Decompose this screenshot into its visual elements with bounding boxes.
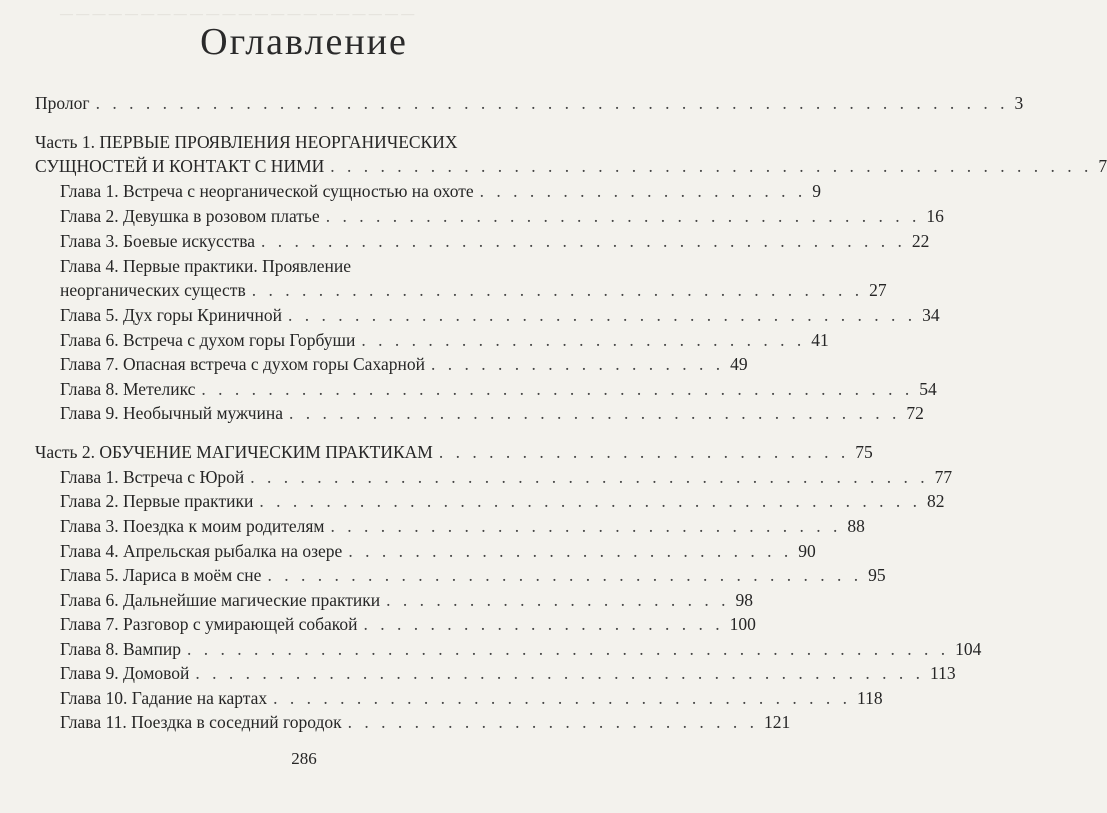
toc-page-number: 95: [868, 565, 886, 585]
toc-entry-p2-ch8: [60, 637, 982, 661]
leader-dots: . . . . . . . . . . . . . . . . . . . . . . . . . . . . . . . . . . . . . . . . . . . . . .: [186, 639, 950, 659]
toc-entry-p2-ch3: [60, 514, 865, 538]
leader-dots: . . . . . . . . . . . . . . . . . . . . . . . . . . . . . . . . . . . . .: [251, 280, 864, 300]
leader-dots: . . . . . . . . . . . . . . . . . . . . . . . . .: [438, 442, 850, 462]
toc-page-number: 90: [798, 541, 816, 561]
leader-dots: . . . . . . . . . . . . . . . . . . . . . . . . .: [347, 712, 759, 732]
leader-dots: . . . . . . . . . . . . . . . . . . . . . . . . . . . . . . . . . . . . . .: [287, 305, 917, 325]
leader-dots: . . . . . . . . . . . . . . . . . . . . . . . . . . . . . . . . . . .: [273, 688, 852, 708]
toc-entry-label: Глава 2. Первые практики: [60, 491, 254, 511]
toc-entry-p1-ch6: [60, 328, 829, 352]
toc-page-number: 27: [869, 280, 887, 300]
toc-entry-label: Пролог: [35, 93, 90, 113]
toc-page-number: 118: [857, 688, 883, 708]
toc-entry-label: Часть 2. ОБУЧЕНИЕ МАГИЧЕСКИМ ПРАКТИКАМ: [35, 442, 433, 462]
toc-page-number: 77: [934, 467, 953, 487]
leader-dots: . . . . . . . . . . . . . . . . . . . . . . . . . . . . . . . . . . . .: [325, 206, 921, 226]
toc-entry-label: Глава 1. Встреча с неорганической сущностью на охоте: [60, 181, 474, 201]
toc-page-number: 72: [906, 403, 924, 423]
toc-page-number: 34: [922, 305, 940, 325]
leader-dots: . . . . . . . . . . . . . . . . . . . . . . . . . . . . . . . . . . . . .: [289, 403, 901, 423]
leader-dots: . . . . . . . . . . . . . . . . . . . . . . . . . . . . . . . . . . . . . . . . . . . . . .: [330, 156, 1093, 176]
bleed-through-text: — — — — — — — — — — — — — — — — — — — — — —: [60, 6, 415, 21]
toc-page-number: 75: [855, 442, 873, 462]
toc-entry-label: Глава 9. Необычный мужчина: [60, 403, 284, 423]
toc-entry-label: Глава 3. Поездка к моим родителям: [60, 516, 325, 536]
toc-entry-p1-ch1: [60, 179, 822, 203]
toc-entry-p2-ch11: [60, 710, 791, 734]
toc-entry-p1-ch8: [60, 377, 937, 401]
toc-entry-p2-ch7: [60, 612, 756, 636]
toc-entry-p1-ch4-line1: Глава 4. Первые практики. Проявление: [60, 256, 351, 276]
leader-dots: . . . . . . . . . . . . . . . . . . . . . . . . . . . . . . . . . . . . . . .: [261, 231, 906, 251]
leader-dots: . . . . . . . . . . . . . . . . . . . . . . . . . . . . . . .: [330, 516, 842, 536]
toc-entry-part1: [35, 154, 1107, 178]
toc-page-number: 49: [730, 354, 748, 374]
toc-page-number: 88: [847, 516, 865, 536]
toc-entry-label: Глава 4. Апрельская рыбалка на озере: [60, 541, 343, 561]
toc-entry-label: неорганических существ: [60, 280, 246, 300]
toc-page-number: 7: [1098, 156, 1107, 176]
toc-entry-p1-ch5: [60, 303, 940, 327]
toc-entry-p2-ch1: [60, 465, 953, 489]
toc-entry-label: СУЩНОСТЕЙ И КОНТАКТ С НИМИ: [35, 156, 325, 176]
leader-dots: . . . . . . . . . . . . . . . . . . . . . . . . . . . . . . . . . . . .: [267, 565, 863, 585]
leader-dots: . . . . . . . . . . . . . . . . . . . . . . . . . . . . . . . . . . . . . . . . . . . . . . . . . . . . . . .: [95, 93, 1009, 113]
page-title: Оглавление: [200, 21, 408, 63]
toc-page-number: 22: [911, 231, 930, 251]
toc-entry-label: Глава 10. Гадание на картах: [60, 688, 268, 708]
toc-entry-part2: [35, 440, 873, 464]
leader-dots: . . . . . . . . . . . . . . . . . . . . . . . . . . . . . . . . . . . . . . . . . . .: [201, 379, 914, 399]
leader-dots: . . . . . . . . . . . . . . . . . .: [430, 354, 725, 374]
leader-dots: . . . . . . . . . . . . . . . . . . . . . . . . . . . . . . . . . . . . . . . .: [259, 491, 921, 511]
toc-entry-p2-ch4: [60, 539, 816, 563]
toc-entry-part1-line1: Часть 1. ПЕРВЫЕ ПРОЯВЛЕНИЯ НЕОРГАНИЧЕСКИХ: [35, 132, 458, 152]
toc-entry-p1-ch2: [60, 204, 944, 228]
toc-entry-label: Глава 7. Разговор с умирающей собакой: [60, 614, 358, 634]
toc-entry-p1-ch3: [60, 229, 930, 253]
leader-dots: . . . . . . . . . . . . . . . . . . . . . . . . . . .: [348, 541, 793, 561]
toc-entry-label: Глава 6. Встреча с духом горы Горбуши: [60, 330, 356, 350]
toc-entry-p1-ch7: [60, 352, 748, 376]
toc-entry-label: Глава 2. Девушка в розовом платье: [60, 206, 320, 226]
toc-entry-p2-ch9: [60, 661, 956, 685]
toc-entry-label: Глава 1. Встреча с Юрой: [60, 467, 245, 487]
toc-entry-label: Глава 5. Лариса в моём сне: [60, 565, 262, 585]
toc-page-number: 104: [955, 639, 982, 659]
leader-dots: . . . . . . . . . . . . . . . . . . . . . . . . . . .: [361, 330, 806, 350]
toc-page-number: 121: [764, 712, 791, 732]
toc-entry-label: Глава 3. Боевые искусства: [60, 231, 256, 251]
toc-entry-label: Глава 6. Дальнейшие магические практики: [60, 590, 381, 610]
toc-entry-p2-ch6: [60, 588, 753, 612]
toc-entry-prologue: [35, 91, 1024, 115]
toc-entry-label: Глава 8. Вампир: [60, 639, 181, 659]
toc-page-number: 3: [1014, 93, 1024, 113]
toc-page-number: 113: [930, 663, 956, 683]
toc-entry-label: Глава 7. Опасная встреча с духом горы Сахарной: [60, 354, 425, 374]
toc-entry-label: Глава 8. Метеликс: [60, 379, 196, 399]
toc-entry-p1-ch4: [60, 278, 887, 302]
toc-page-number: 100: [729, 614, 756, 634]
page-number: 286: [291, 749, 317, 768]
toc-entry-label: Глава 5. Дух горы Криничной: [60, 305, 282, 325]
toc-page-number: 54: [919, 379, 937, 399]
toc-entry-p1-ch9: [60, 401, 924, 425]
toc-page-number: 9: [812, 181, 822, 201]
toc-page-number: 41: [811, 330, 829, 350]
toc-entry-label: Глава 11. Поездка в соседний городок: [60, 712, 342, 732]
toc-page-number: 16: [926, 206, 944, 226]
leader-dots: . . . . . . . . . . . . . . . . . . . .: [479, 181, 807, 201]
leader-dots: . . . . . . . . . . . . . . . . . . . . . .: [363, 614, 724, 634]
leader-dots: . . . . . . . . . . . . . . . . . . . . .: [386, 590, 730, 610]
leader-dots: . . . . . . . . . . . . . . . . . . . . . . . . . . . . . . . . . . . . . . . . .: [250, 467, 929, 487]
toc-page-number: 82: [926, 491, 945, 511]
toc-entry-p2-ch5: [60, 563, 886, 587]
toc-entry-label: Глава 9. Домовой: [60, 663, 190, 683]
toc-page-number: 98: [735, 590, 753, 610]
toc-entry-p2-ch10: [60, 686, 883, 710]
toc-entry-p2-ch2: [60, 489, 945, 513]
leader-dots: . . . . . . . . . . . . . . . . . . . . . . . . . . . . . . . . . . . . . . . . . . . .: [195, 663, 925, 683]
